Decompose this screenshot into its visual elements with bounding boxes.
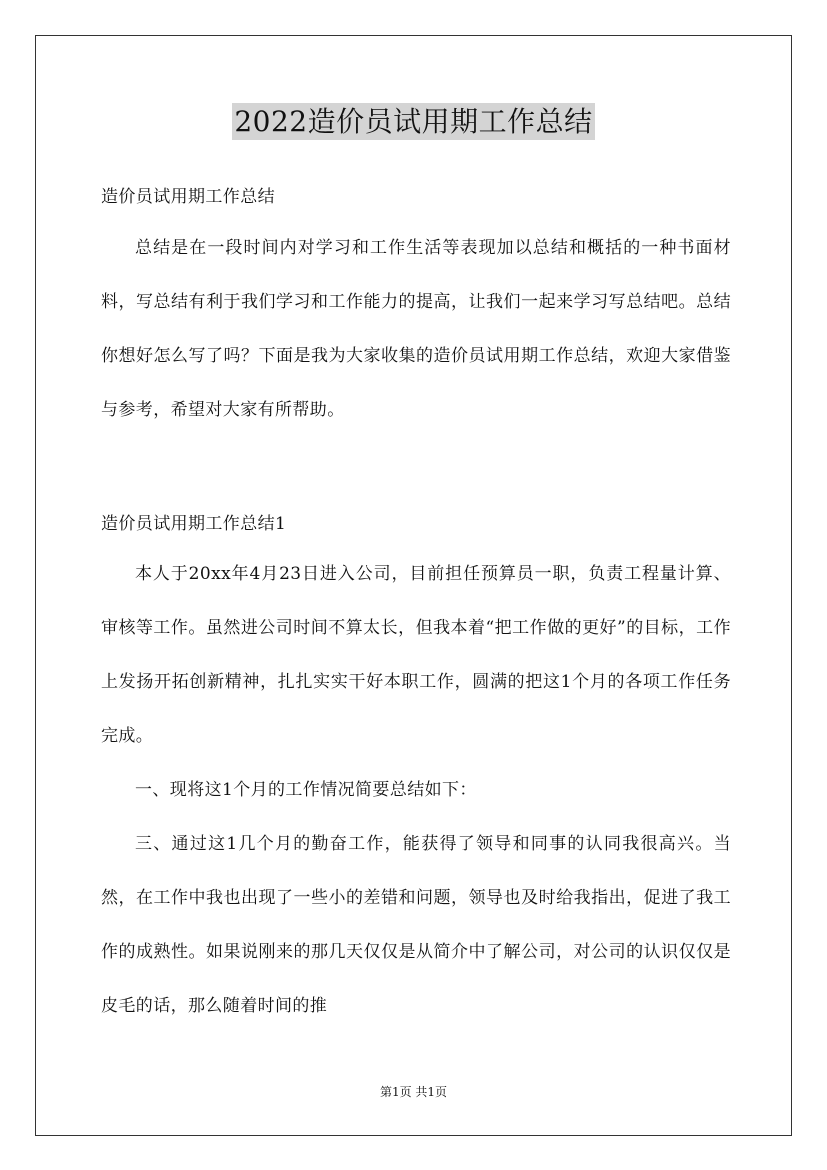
paragraph-1: 本人于20xx年4月23日进入公司，目前担任预算员一职，负责工程量计算、审核等工作。虽然进公司时间不算太长，但我本着“把工作做的更好”的目标，工作上发扬开拓创新精神，扎扎实实干好本职工作，圆满的把这1个月的各项工作任务完成。 [101, 564, 731, 746]
section-heading-1: 造价员试用期工作总结1 [101, 514, 287, 534]
intro-block [101, 221, 731, 437]
document-title-text: 2022造价员试用期工作总结 [234, 105, 593, 138]
page-footer: 第1页 共1页 [379, 1085, 448, 1099]
paragraph-3: 三、通过这1几个月的勤奋工作，能获得了领导和同事的认同我很高兴。当然，在工作中我也出现了一些小的差错和问题，领导也及时给我指出，促进了我工作的成熟性。如果说刚来的那几天仅仅是从简介中了解公司，对公司的认识仅仅是皮毛的话，那么随着时间的推 [101, 834, 731, 1016]
paragraph-2: 一、现将这1个月的工作情况简要总结如下： [135, 780, 477, 800]
section-heading-intro: 造价员试用期工作总结 [101, 187, 275, 207]
intro-paragraph: 总结是在一段时间内对学习和工作生活等表现加以总结和概括的一种书面材料，写总结有利于我们学习和工作能力的提高，让我们一起来学习写总结吧。总结你想好怎么写了吗？下面是我为大家收集的造价员试用期工作总结，欢迎大家借鉴与参考，希望对大家有所帮助。 [101, 238, 731, 420]
document-title [0, 100, 827, 140]
section-1-body [101, 547, 731, 1033]
